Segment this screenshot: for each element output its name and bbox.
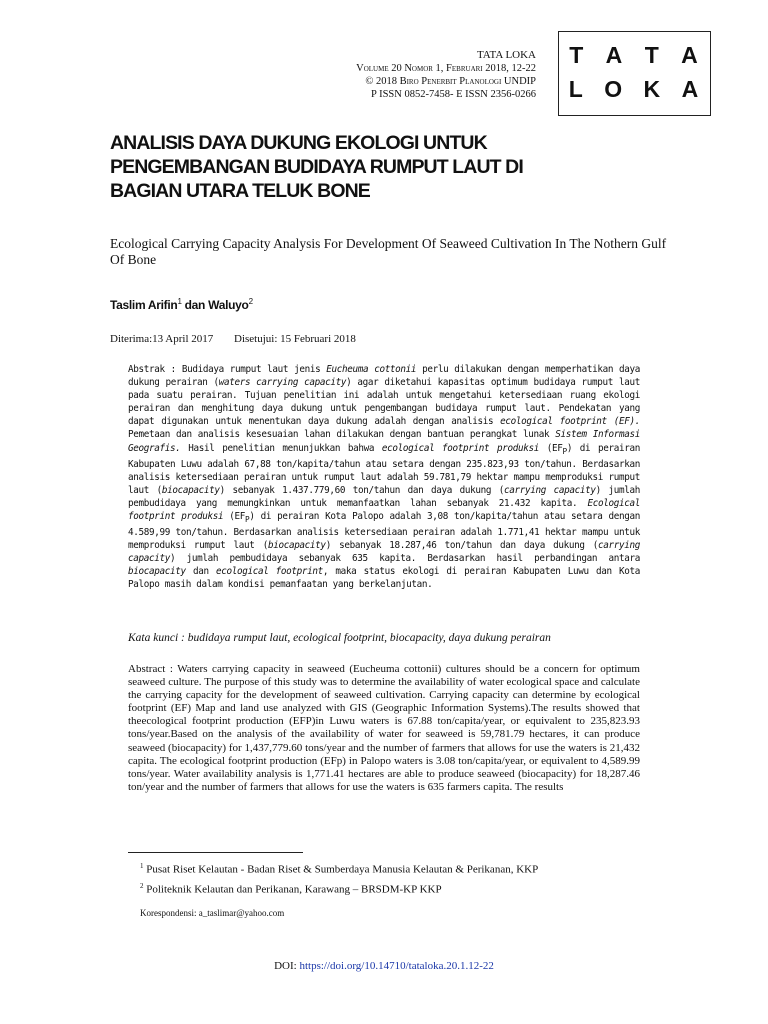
footnote-2 <box>140 878 538 898</box>
logo-letter: O <box>604 76 625 102</box>
abstract-italic: carrying capacity <box>128 539 640 565</box>
abstract-text: ) di perairan Kota Palopo adalah 3,08 ton/kapita/tahun atau setara dengan 4.589,99 ton/tahun. Berdasarkan analisis ketersediaan perairan adalah 1.771,41 hektar mampu untuk memproduksi rumput laut ( <box>128 510 641 551</box>
article-dates <box>110 333 356 345</box>
copyright-line: © 2018 Biro Penerbit Planologi UNDIP <box>365 76 536 87</box>
author-separator: dan <box>181 298 209 312</box>
abstract-italic: biocapacity <box>161 484 220 496</box>
abstract-italic: biocapacity <box>128 566 186 578</box>
affiliation-mark: 1 <box>177 297 182 306</box>
footnote-1 <box>140 858 538 878</box>
title-line: PENGEMBANGAN BUDIDAYA RUMPUT LAUT DI <box>110 156 523 178</box>
article-title <box>110 131 670 203</box>
logo-row-top <box>559 42 710 69</box>
abstract-italic: carrying capacity <box>504 484 596 496</box>
footnote-mark: 1 <box>140 862 144 870</box>
abstract-text: ) sebanyak 1.437.779,60 ton/tahun dan daya dukung ( <box>219 484 505 496</box>
abstract-english-text: Abstract : Waters carrying capacity in seaweed (Eucheuma cottonii) cultures should be a concern for optimum seaweed culture. The purpose of this study was to determine the availability of water ecological space and calculate the carrying capacity for the development of seaweed cultivation. Carrying capacity can determine by ecological footprint (EF) Map and land use analyzed with GIS (Geographic Information Systems).The results showed that theecological footprint production (EFP)in Luwu waters is 67.88 ton/capita/year, or equivalent to 235,823.93 tons/year.Based on the analysis of the availability of water for seaweed is 59,781.79 hectares, it can produce seaweed (biocapacity) for 1,437,779.60 tons/year and the number of farmers that allows for use the waters is 21,432 capita. The ecological footprint production (EFp) in Palopo waters is 3.08 ton/capita/year, or equivalent to 4,589.99 tons/year. Water availability analysis is 1,771.41 hectares are able to produce seaweed (biocapacity) for 18,287.46 ton/year and the number of farmers that allows for use the waters is 635 farmers capita. The results <box>128 663 640 793</box>
abstract-subscript: P <box>244 514 250 524</box>
logo-letter: L <box>568 76 585 102</box>
logo-letter: A <box>605 42 625 68</box>
abstract-text: (EF <box>223 510 245 522</box>
abstract-italic: waters carrying capacity <box>218 377 347 389</box>
issn-line: P ISSN 0852-7458- E ISSN 2356-0266 <box>371 89 536 100</box>
logo-letter: A <box>681 42 700 68</box>
footnote-divider <box>128 852 303 853</box>
doi-link[interactable]: https://doi.org/10.14710/tataloka.20.1.12-22 <box>299 960 494 972</box>
title-line: ANALISIS DAYA DUKUNG EKOLOGI UNTUK <box>110 132 487 154</box>
abstract-italic: Sistem Informasi Geografis. <box>128 429 640 454</box>
received-date: Diterima:13 April 2017 <box>110 333 214 345</box>
abstract-italic: Eucheuma cottonii <box>326 364 417 375</box>
journal-info <box>356 49 536 101</box>
logo-letter: T <box>644 42 661 68</box>
abstract-text: ) agar diketahui kapasitas optimum budidaya rumput laut pada suatu perairan. Tujuan penelitian ini adalah untuk mengetahui ketersediaan ruang ekologi perairan dan menghitung daya dukung untuk pengembangan budidaya rumput laut. Pendekatan yang dapat digunakan untuk menentukan daya dukung adalah dengan analisis <box>128 377 640 428</box>
author-name: Taslim Arifin <box>110 298 178 312</box>
journal-logo <box>558 31 711 116</box>
title-line: BAGIAN UTARA TELUK BONE <box>110 180 370 202</box>
accepted-date: Disetujui: 15 Februari 2018 <box>234 333 356 345</box>
volume-line: Volume 20 Nomor 1, Februari 2018, 12-22 <box>356 63 536 74</box>
abstract-text: , maka status ekologi di perairan Kabupaten Luwu dan Kota Palopo masih dalam kondisi pemanfaatan yang berkelanjutan. <box>128 566 640 591</box>
abstract-subscript: P <box>562 446 567 456</box>
footnote-text: Pusat Riset Kelautan - Badan Riset & Sumberdaya Manusia Kelautan & Perikanan, KKP <box>143 863 539 876</box>
abstract-italic: ecological footprint <box>215 566 323 578</box>
author-name: Waluyo <box>208 298 249 312</box>
abstract-text: dan <box>185 566 216 578</box>
footnote-mark: 2 <box>140 881 144 890</box>
abstract-text: ) di perairan Kabupaten Luwu adalah 67,88 ton/kapita/tahun atau setara dengan 235.823,93 ton/tahun. Berdasarkan analisis ketersediaan perairan untuk rumput laut adalah 59.781,79 hektar mampu memproduksi rumput laut ( <box>128 442 641 496</box>
doi-line <box>0 960 768 972</box>
correspondence: Korespondensi: a_taslimar@yahoo.com <box>140 908 285 918</box>
abstract-italic: Ecological footprint produksi <box>128 497 640 522</box>
logo-row-bottom <box>559 76 710 103</box>
logo-letter: A <box>681 76 701 102</box>
journal-name: TATA LOKA <box>476 49 536 61</box>
abstract-italic: ecological footprint (EF). <box>500 416 640 428</box>
abstract-text: ) jumlah pembudidaya yang memungkinkan untuk memanfaatkan lahan sebanyak 21.432 kapita. <box>128 484 641 509</box>
footnote-text: Politeknik Kelautan dan Perikanan, Karawang – BRSDM-KP KKP <box>143 883 442 896</box>
authors <box>110 297 253 312</box>
abstract-text: ) sebanyak 18.287,46 ton/tahun dan daya dukung ( <box>325 539 599 551</box>
abstract-indonesian <box>128 363 640 591</box>
doi-label: DOI: <box>274 960 300 972</box>
abstract-text: Hasil penelitian menunjukkan bahwa <box>180 442 382 454</box>
affiliation-mark: 2 <box>248 297 253 306</box>
logo-letter: K <box>643 76 663 102</box>
keywords: Kata kunci : budidaya rumput laut, ecological footprint, biocapacity, daya dukung perairan <box>128 632 551 644</box>
abstract-italic: ecological footprint produksi <box>381 442 539 454</box>
abstract-text: perlu dilakukan dengan memperhatikan daya dukung perairan ( <box>128 364 640 389</box>
abstract-italic: biocapacity <box>267 539 326 551</box>
abstract-english <box>128 663 640 794</box>
abstract-text: Pemetaan dan analisis kesesuaian lahan dilakukan dengan bantuan perangkat lunak <box>128 429 556 441</box>
abstract-text: (EF <box>539 442 563 454</box>
english-title: Ecological Carrying Capacity Analysis For Development Of Seaweed Cultivation In The Nothern Gulf Of Bone <box>110 236 667 267</box>
abstract-text: Abstrak : Budidaya rumput laut jenis <box>128 364 327 375</box>
abstract-text: ) jumlah pembudidaya sebanyak 635 kapita. Berdasarkan hasil perbandingan antara <box>169 553 640 565</box>
footnotes <box>140 858 538 897</box>
logo-letter: T <box>569 42 586 68</box>
